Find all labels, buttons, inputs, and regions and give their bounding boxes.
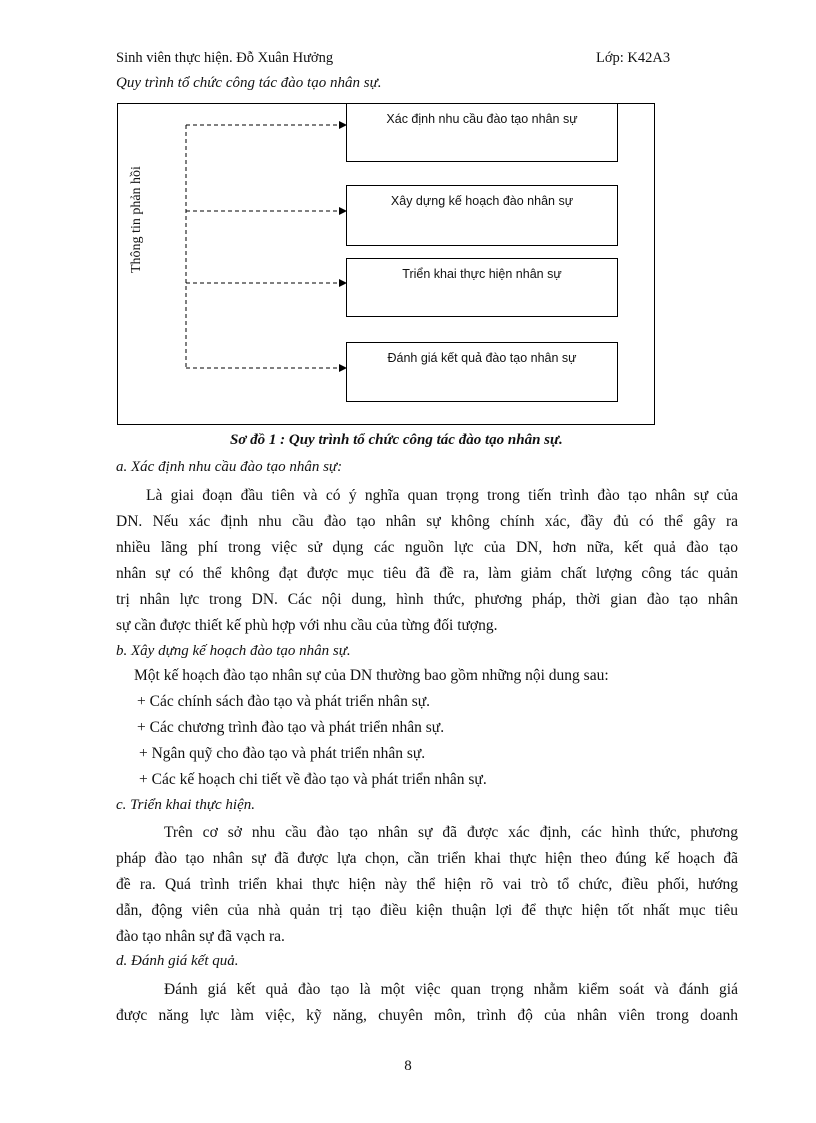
section-a-line: nhân sự có thể không đạt được mục tiêu đã đề ra, làm giảm chất lượng công tác quản bbox=[116, 565, 738, 582]
section-a-line: sự cần được thiết kế phù hợp với nhu cầu của từng đối tượng. bbox=[116, 617, 498, 634]
diagram-caption: Sơ đồ 1 : Quy trình tổ chức công tác đào tạo nhân sự. bbox=[230, 432, 563, 448]
section-c-line: Trên cơ sở nhu cầu đào tạo nhân sự đã được xác định, các hình thức, phương bbox=[164, 824, 738, 841]
section-c-line: pháp đào tạo nhân sự đã được lựa chọn, cần triển khai thực hiện theo đúng kế hoạch đã bbox=[116, 850, 738, 867]
section-b-heading: b. Xây dựng kế hoạch đào tạo nhân sự. bbox=[116, 643, 351, 659]
section-c-line: đào tạo nhân sự đã vạch ra. bbox=[116, 928, 285, 945]
box-build-plan: Xây dựng kế hoạch đào nhân sự bbox=[346, 185, 618, 246]
box-evaluate: Đánh giá kết quả đào tạo nhân sự bbox=[346, 342, 618, 402]
diagram-title: Quy trình tổ chức công tác đào tạo nhân sự. bbox=[116, 75, 382, 91]
section-b-intro: Một kế hoạch đào tạo nhân sự của DN thường bao gồm những nội dung sau: bbox=[134, 667, 609, 684]
section-a-heading: a. Xác định nhu cầu đào tạo nhân sự: bbox=[116, 459, 343, 475]
page-number: 8 bbox=[404, 1058, 412, 1074]
section-d-line: được năng lực làm việc, kỹ năng, chuyên môn, trình độ của nhân viên trong doanh bbox=[116, 1007, 738, 1024]
section-b-item: + Các chương trình đào tạo và phát triển nhân sự. bbox=[137, 719, 445, 736]
section-b-item: + Các chính sách đào tạo và phát triển nhân sự. bbox=[137, 693, 431, 710]
box-implement: Triển khai thực hiện nhân sự bbox=[346, 258, 618, 317]
section-c-heading: c. Triển khai thực hiện. bbox=[116, 797, 255, 813]
section-a-line: Là giai đoạn đầu tiên và có ý nghĩa quan trọng trong tiến trình đào tạo nhân sự của bbox=[146, 487, 738, 504]
box-identify-needs: Xác định nhu cầu đào tạo nhân sự bbox=[346, 103, 618, 162]
feedback-label: Thông tin phản hồi bbox=[129, 166, 144, 273]
section-d-heading: d. Đánh giá kết quả. bbox=[116, 953, 239, 969]
section-d-line: Đánh giá kết quả đào tạo là một việc quan trọng nhằm kiểm soát và đánh giá bbox=[164, 981, 738, 998]
section-b-item: + Ngân quỹ cho đào tạo và phát triển nhân sự. bbox=[139, 745, 426, 762]
section-c-line: dẫn, động viên của nhà quản trị tạo điều kiện thuận lợi để thực hiện tốt nhất mục tiêu bbox=[116, 902, 738, 919]
section-a-line: DN. Nếu xác định nhu cầu đào tạo nhân sự không chính xác, đầy đủ có thể gây ra bbox=[116, 513, 738, 530]
section-b-item: + Các kế hoạch chi tiết về đào tạo và phát triển nhân sự. bbox=[139, 771, 487, 788]
section-a-line: nhiều lãng phí trong việc sử dụng các nguồn lực của DN, hơn nữa, kết quả đào tạo bbox=[116, 539, 738, 556]
section-c-line: đề ra. Quá trình triển khai thực hiện này thể hiện rõ vai trò tổ chức, điều phối, hướng bbox=[116, 876, 738, 893]
header-class: Lớp: K42A3 bbox=[596, 50, 671, 66]
header-student: Sinh viên thực hiện. Đỗ Xuân Hưởng bbox=[116, 50, 334, 66]
section-a-line: trị nhân lực trong DN. Các nội dung, hình thức, phương pháp, thời gian đào tạo nhân bbox=[116, 591, 738, 608]
